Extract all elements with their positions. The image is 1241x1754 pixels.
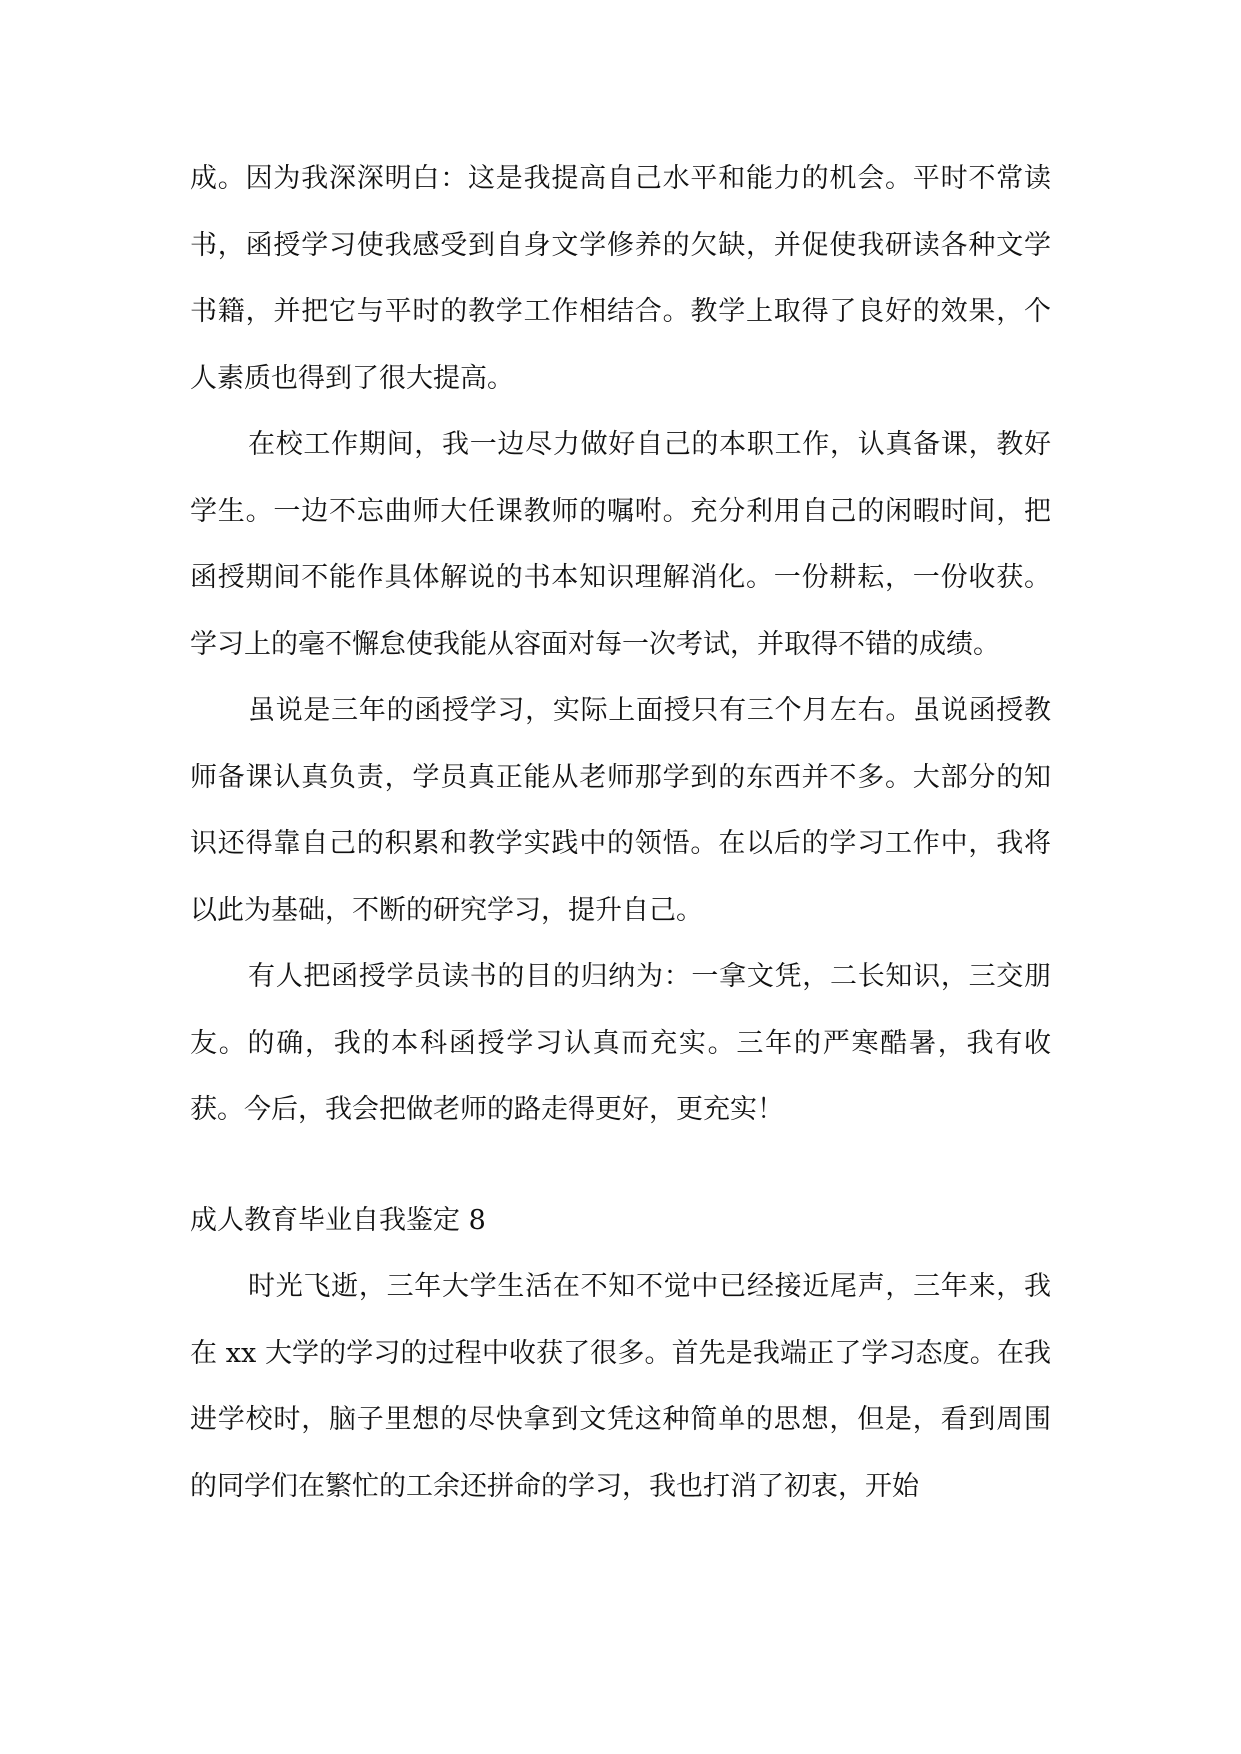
section-title: 成人教育毕业自我鉴定 8: [190, 1204, 486, 1236]
paragraph-continuation: 成。因为我深深明白：这是我提高自己水平和能力的机会。平时不常读书，函授学习使我感受到自身文学修养的欠缺，并促使我研读各种文学书籍，并把它与平时的教学工作相结合。教学上取得了良好的效果，个人素质也得到了很大提高。: [190, 163, 1051, 394]
paragraph-time-flies: 时光飞逝，三年大学生活在不知不觉中已经接近尾声，三年来，我在 xx 大学的学习的过程中收获了很多。首先是我端正了学习态度。在我进学校时，脑子里想的尽快拿到文凭这种简单的思想，但是，看到周围的同学们在繁忙的工余还拼命的学习，我也打消了初衷，开始: [190, 1271, 1051, 1502]
paragraph-work-period: 在校工作期间，我一边尽力做好自己的本职工作，认真备课，教好学生。一边不忘曲师大任课教师的嘱咐。充分利用自己的闲暇时间，把函授期间不能作具体解说的书本知识理解消化。一份耕耘，一份收获。学习上的毫不懈怠使我能从容面对每一次考试，并取得不错的成绩。: [190, 429, 1051, 660]
paragraph-correspondence-study: 虽说是三年的函授学习，实际上面授只有三个月左右。虽说函授教师备课认真负责，学员真正能从老师那学到的东西并不多。大部分的知识还得靠自己的积累和教学实践中的领悟。在以后的学习工作中，我将以此为基础，不断的研究学习，提升自己。: [190, 695, 1051, 926]
paragraph-study-purpose: 有人把函授学员读书的目的归纳为：一拿文凭，二长知识，三交朋友。的确，我的本科函授学习认真而充实。三年的严寒酷暑，我有收获。今后，我会把做老师的路走得更好，更充实！: [190, 961, 1051, 1125]
